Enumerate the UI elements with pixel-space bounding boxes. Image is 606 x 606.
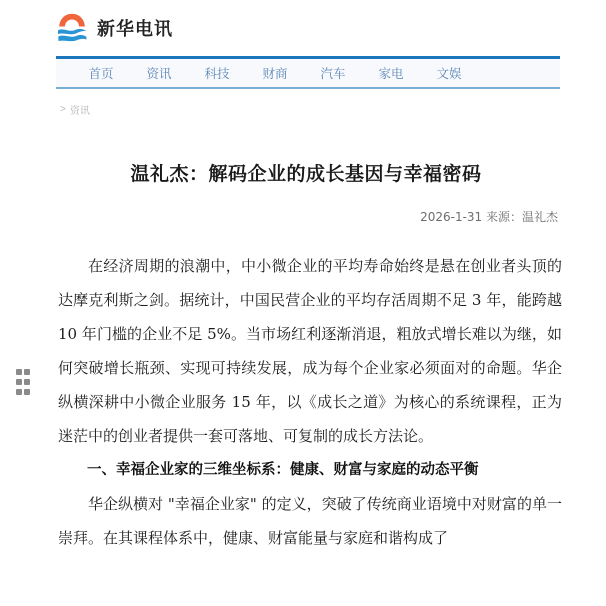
nav-item-finance[interactable]: 财商 <box>262 67 288 81</box>
chevron-right-icon: > <box>60 104 66 115</box>
left-gutter <box>0 0 42 606</box>
nav-item-auto[interactable]: 汽车 <box>320 67 346 81</box>
main-navigation <box>56 56 560 89</box>
breadcrumb <box>60 102 606 117</box>
nav-item-appliance[interactable]: 家电 <box>378 67 404 81</box>
drag-handle-icon[interactable] <box>16 369 30 395</box>
nav-item-entertainment[interactable]: 文娱 <box>436 67 462 81</box>
drag-dot <box>24 389 30 395</box>
breadcrumb-item-news[interactable]: 资讯 <box>69 106 90 117</box>
article-meta: 2026-1-31 来源：温礼杰 <box>420 209 558 224</box>
drag-dot <box>16 389 22 395</box>
sunrise-wave-logo-icon[interactable] <box>56 13 88 43</box>
drag-dot <box>24 369 30 375</box>
site-logo-text[interactable]: 新华电讯 <box>97 19 173 40</box>
drag-dot <box>24 379 30 385</box>
site-masthead <box>42 0 606 56</box>
article <box>42 161 606 555</box>
drag-dot <box>16 369 22 375</box>
article-paragraph: 华企纵横对 "幸福企业家" 的定义，突破了传统商业语境中对财富的单一崇拜。在其课程体系中，健康、财富能量与家庭和谐构成了 <box>58 494 562 547</box>
content-column <box>42 0 606 606</box>
page-title: 温礼杰：解码企业的成长基因与幸福密码 <box>130 163 482 185</box>
nav-item-tech[interactable]: 科技 <box>204 67 230 81</box>
nav-item-news[interactable]: 资讯 <box>146 67 172 81</box>
article-subheading: 一、幸福企业家的三维坐标系：健康、财富与家庭的动态平衡 <box>87 461 479 478</box>
article-paragraph: 在经济周期的浪潮中，中小微企业的平均寿命始终是悬在创业者头顶的达摩克利斯之剑。据统计，中国民营企业的平均存活周期不足 3 年，能跨越 10 年门槛的企业不足 5%。当市场红利逐渐消退，粗放式增长难以为继，如何突破增长瓶颈、实现可持续发展，成为每个企业家必须面对的命题。华企纵横深耕中小微企业服务 15 年，以《成长之道》为核心的系统课程，正为迷茫中的创业者提供一套可落地、可复制的成长方法论。 <box>58 256 562 445</box>
nav-item-home[interactable]: 首页 <box>88 67 114 81</box>
drag-dot <box>16 379 22 385</box>
article-body <box>56 249 562 555</box>
